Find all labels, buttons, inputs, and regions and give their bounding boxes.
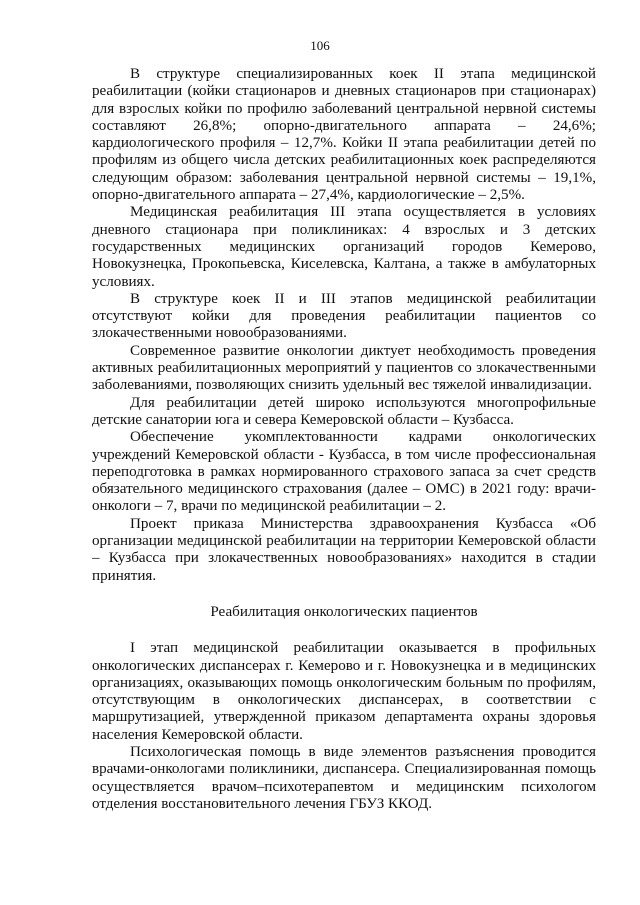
paragraph-rehab-stage-3: Медицинская реабилитация III этапа осуществляется в условиях дневного стационара при поликлиниках: 4 взрослых и 3 детских государственных медицинских организаций городов Кемерово, Новокузнецка, Прокопьевска, Киселевска, Калтана, а также в амбулаторных условиях. — [92, 204, 596, 290]
paragraph-staffing: Обеспечение укомплектованности кадрами онкологических учреждений Кемеровской области - Кузбасса, в том числе профессиональная переподготовка в рамках нормированного страхового запаса за счет средств обязательного медицинского страхования (далее – ОМС) в 2021 году: врачи-онкологи – 7, врачи по медицинской реабилитации – 2. — [92, 429, 596, 515]
paragraph-missing-oncology-beds: В структуре коек II и III этапов медицинской реабилитации отсутствуют койки для проведения реабилитации пациентов со злокачественными новообразованиями. — [92, 290, 596, 342]
paragraph-draft-order: Проект приказа Министерства здравоохранения Кузбасса «Об организации медицинской реабилитации на территории Кемеровской области – Кузбасса при злокачественных новообразованиях» находится в стадии принятия. — [92, 515, 596, 584]
paragraph-oncology-development: Современное развитие онкологии диктует необходимость проведения активных реабилитационных мероприятий у пациентов со злокачественными заболеваниями, позволяющих снизить удельный вес тяжелой инвалидизации. — [92, 342, 596, 394]
paragraph-psychological-help: Психологическая помощь в виде элементов разъяснения проводится врачами-онкологами поликлиники, диспансера. Специализированная помощь осуществляется врачом–психотерапевтом и медицинским психологом отделения восстановительного лечения ГБУЗ ККОД. — [92, 743, 596, 812]
document-body — [92, 66, 596, 813]
section-heading: Реабилитация онкологических пациентов — [210, 603, 478, 620]
page-number: 106 — [310, 38, 330, 53]
paragraph-children-sanatoria: Для реабилитации детей широко используются многопрофильные детские санатории юга и севера Кемеровской области – Кузбасса. — [92, 394, 596, 428]
paragraph-stage-1-oncology: I этап медицинской реабилитации оказывается в профильных онкологических диспансерах г. Кемерово и г. Новокузнецка и в медицинских организациях, оказывающих помощь онкологическим больным по профилям, отсутствующим в онкологических диспансерах, в соответствии с маршрутизацией, утвержденной приказом департамента охраны здоровья населения Кемеровской области. — [92, 640, 596, 743]
paragraph-rehab-stage-2-beds: В структуре специализированных коек II этапа медицинской реабилитации (койки стационаров и дневных стационаров при стационарах) для взрослых койки по профилю заболеваний центральной нервной системы составляют 26,8%; опорно-двигательного аппарата – 24,6%; кардиологического профиля – 12,7%. Койки II этапа реабилитации детей по профилям из общего числа детских реабилитационных коек распределяются следующим образом: заболевания центральной нервной системы – 19,1%, опорно-двигательного аппарата – 27,4%, кардиологические – 2,5%. — [92, 66, 596, 204]
